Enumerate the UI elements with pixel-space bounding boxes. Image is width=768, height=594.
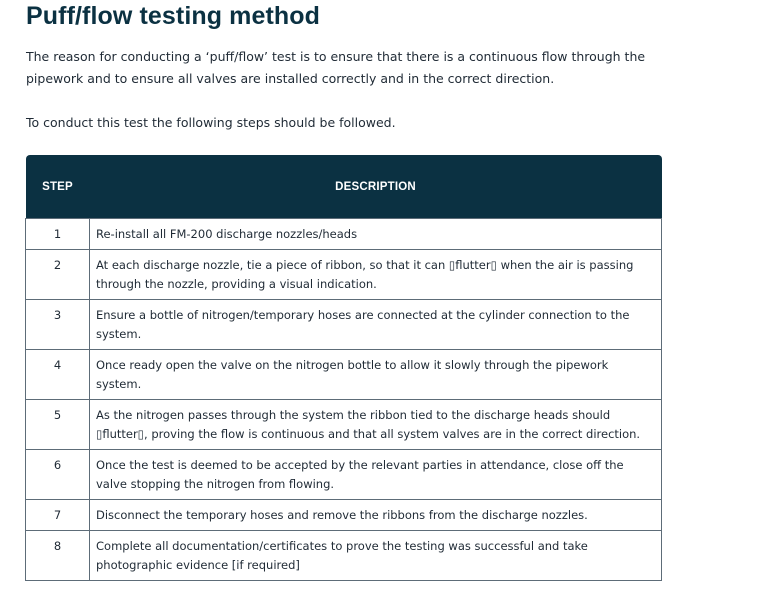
table-row	[26, 531, 662, 581]
step-number: 3	[26, 300, 90, 350]
step-description: Re-install all FM-200 discharge nozzles/heads	[90, 219, 662, 250]
step-description: Once ready open the valve on the nitrogen bottle to allow it slowly through the pipework system.	[90, 350, 662, 400]
intro-paragraph: The reason for conducting a ‘puff/flow’ test is to ensure that there is a continuous flow through the pipework and to ensure all valves are installed correctly and in the correct direction.	[26, 49, 646, 86]
header-description: DESCRIPTION	[90, 155, 662, 219]
step-description: At each discharge nozzle, tie a piece of ribbon, so that it can ▯flutter▯ when the air is passing through the nozzle, providing a visual indication.	[90, 250, 662, 300]
steps-table-body	[26, 219, 662, 581]
page-title: Puff/flow testing method	[26, 2, 321, 30]
step-number: 6	[26, 450, 90, 500]
table-row	[26, 300, 662, 350]
steps-table	[25, 155, 662, 581]
steps-intro-text: To conduct this test the following steps should be followed.	[26, 115, 396, 130]
table-row	[26, 500, 662, 531]
step-number: 7	[26, 500, 90, 531]
step-description: Ensure a bottle of nitrogen/temporary hoses are connected at the cylinder connection to the system.	[90, 300, 662, 350]
step-number: 2	[26, 250, 90, 300]
step-description: Once the test is deemed to be accepted by the relevant parties in attendance, close off the valve stopping the nitrogen from flowing.	[90, 450, 662, 500]
step-number: 1	[26, 219, 90, 250]
step-description: Disconnect the temporary hoses and remove the ribbons from the discharge nozzles.	[90, 500, 662, 531]
step-number: 8	[26, 531, 90, 581]
table-row	[26, 400, 662, 450]
step-description: Complete all documentation/certificates to prove the testing was successful and take photographic evidence [if required]	[90, 531, 662, 581]
steps-table-container	[25, 155, 661, 581]
step-number: 5	[26, 400, 90, 450]
header-row	[26, 155, 662, 219]
table-row	[26, 219, 662, 250]
table-row	[26, 350, 662, 400]
step-number: 4	[26, 350, 90, 400]
table-row	[26, 250, 662, 300]
table-row	[26, 450, 662, 500]
steps-table-header	[26, 155, 662, 219]
step-description: As the nitrogen passes through the system the ribbon tied to the discharge heads should ▯flutter▯, proving the flow is continuous and that all system valves are in the correct direction.	[90, 400, 662, 450]
header-step: STEP	[26, 155, 90, 219]
